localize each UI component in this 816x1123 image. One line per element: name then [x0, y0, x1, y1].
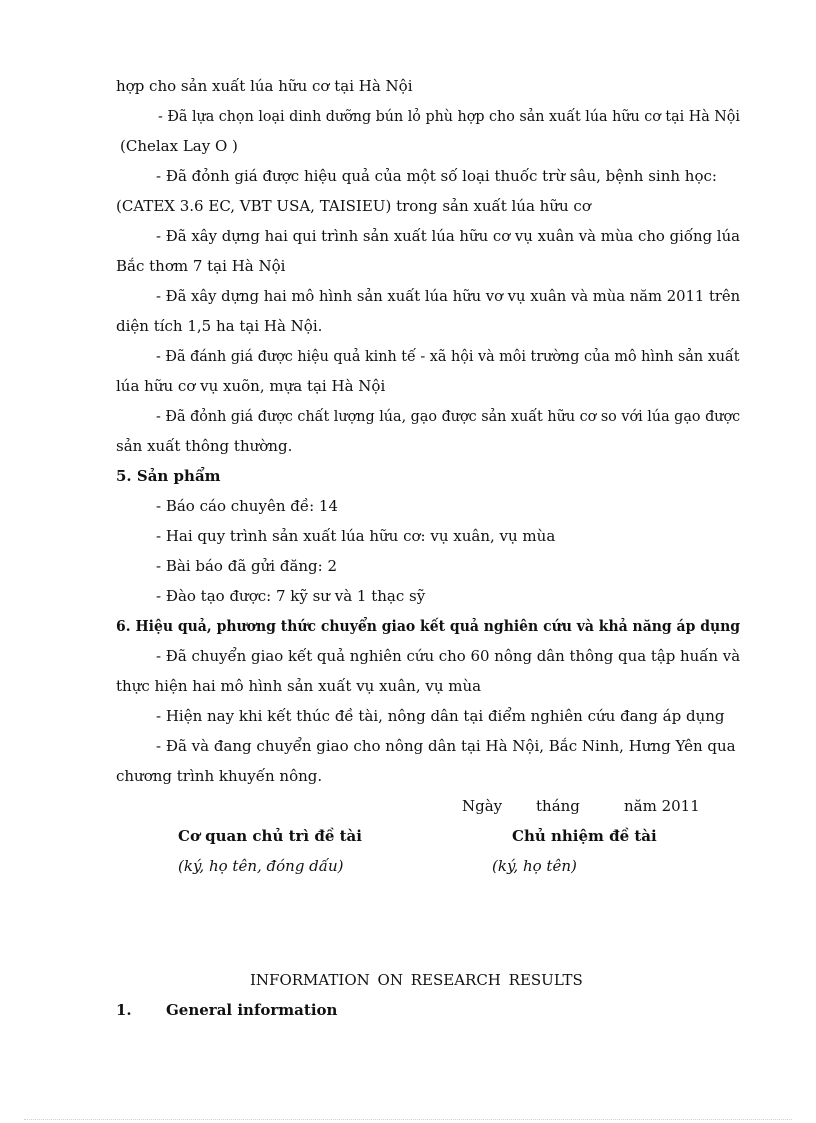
- section-6-line: - Đã và đang chuyển giao cho nông dân tại Hà Nội, Bắc Ninh, Hưng Yên qua: [156, 737, 736, 755]
- date-day-label: Ngày: [462, 797, 503, 815]
- section-6-line: - Hiện nay khi kết thúc đề tài, nông dân tại điểm nghiên cứu đang áp dụng: [156, 707, 725, 725]
- section-6-line: chương trình khuyến nông.: [116, 767, 323, 785]
- english-item-label: General information: [166, 1001, 338, 1019]
- body-line-11: lúa hữu cơ vụ xuõn, mựa tại Hà Nội: [116, 377, 386, 395]
- host-agency-title: Cơ quan chủ trì đề tài: [178, 827, 362, 845]
- date-year-label: năm 2011: [624, 797, 700, 815]
- body-line-7: Bắc thơm 7 tại Hà Nội: [116, 257, 286, 275]
- section-5-item: - Đào tạo được: 7 kỹ sư và 1 thạc sỹ: [156, 587, 426, 605]
- body-line-3: (Chelax Lay O ): [120, 137, 238, 155]
- body-line-9: diện tích 1,5 ha tại Hà Nội.: [116, 317, 323, 335]
- date-month-label: tháng: [536, 797, 580, 815]
- section-5-item: - Báo cáo chuyên đề: 14: [156, 497, 338, 515]
- section-5-item: - Hai quy trình sản xuất lúa hữu cơ: vụ xuân, vụ mùa: [156, 527, 556, 545]
- body-line-4: - Đã đỏnh giá được hiệu quả của một số loại thuốc trừ sâu, bệnh sinh học:: [156, 167, 717, 185]
- section-6-heading: 6. Hiệu quả, phương thức chuyển giao kết quả nghiên cứu và khả năng áp dụng: [116, 617, 741, 635]
- body-line-10: - Đã đánh giá được hiệu quả kinh tế - xã hội và môi trường của mô hình sản xuất: [156, 347, 740, 365]
- english-title: INFORMATION ON RESEARCH RESULTS: [250, 971, 583, 989]
- body-line-12: - Đã đỏnh giá được chất lượng lúa, gạo được sản xuất hữu cơ so với lúa gạo được: [156, 407, 741, 425]
- project-leader-sign-note: (ký, họ tên): [492, 857, 577, 875]
- body-line-13: sản xuất thông thường.: [116, 437, 293, 455]
- section-5-heading: 5. Sản phẩm: [116, 467, 221, 485]
- body-line-1: hợp cho sản xuất lúa hữu cơ tại Hà Nội: [116, 77, 413, 95]
- project-leader-title: Chủ nhiệm đề tài: [512, 827, 657, 845]
- section-5-item: - Bài báo đã gửi đăng: 2: [156, 557, 338, 575]
- body-line-6: - Đã xây dựng hai qui trình sản xuất lúa hữu cơ vụ xuân và mùa cho giống lúa: [156, 227, 741, 245]
- body-line-2: - Đã lựa chọn loại dinh dưỡng bún lỏ phù hợp cho sản xuất lúa hữu cơ tại Hà Nội: [158, 107, 740, 125]
- page-bottom-rule: [24, 1119, 792, 1120]
- english-item-number: 1.: [116, 1001, 132, 1019]
- body-line-8: - Đã xây dựng hai mô hình sản xuất lúa hữu vơ vụ xuân và mùa năm 2011 trên: [156, 287, 741, 305]
- section-6-line: - Đã chuyển giao kết quả nghiên cứu cho 60 nông dân thông qua tập huấn và: [156, 647, 741, 665]
- section-6-line: thực hiện hai mô hình sản xuất vụ xuân, vụ mùa: [116, 677, 482, 695]
- host-agency-sign-note: (ký, họ tên, đóng dấu): [178, 857, 344, 875]
- body-line-5: (CATEX 3.6 EC, VBT USA, TAISIEU) trong sản xuất lúa hữu cơ: [116, 197, 591, 215]
